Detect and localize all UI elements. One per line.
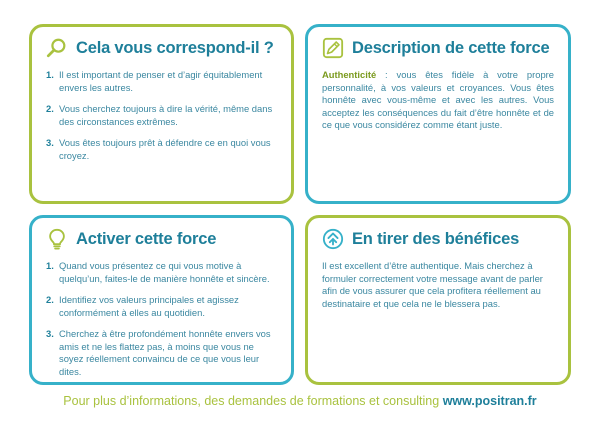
card-title: En tirer des bénéfices xyxy=(352,229,520,248)
list-item: 1. Il est important de penser et d’agir équitablement envers les autres. xyxy=(46,69,263,93)
card-title: Description de cette force xyxy=(352,38,550,57)
card-header xyxy=(322,37,554,59)
arrow-up-circle-icon xyxy=(322,228,344,250)
benefices-text: Il est excellent d’être authentique. Mais cherchez à formuler correctement votre message avant de parler afin de vous assurer que cela profitera réellement au destinataire et que cela ne le blessera pas. xyxy=(322,260,543,309)
list-item: 2. Identifiez vos valeurs principales et agissez conformément à elles au quotidien. xyxy=(46,294,239,318)
list-item: 3. Cherchez à être profondément honnête envers vos amis et ne les flattez pas, à moins que vous ne soyez réellement convaincu de ce que vous leur dites. xyxy=(46,328,271,377)
description-text: Authenticité : vous êtes fidèle à votre propre personnalité, à vos valeurs et croyances. Vous êtes honnête avec vous-même et avec les autres. Vous acceptez les conséquences du fait d’être honnête et de ce que vous considérez comme étant juste. xyxy=(322,69,554,130)
list-item: 1. Quand vous présentez ce qui vous motive à quelqu’un, faites-le de manière honnête et sincère. xyxy=(46,260,270,284)
card-activer xyxy=(29,215,294,385)
pencil-icon xyxy=(322,37,344,59)
card-benefices xyxy=(305,215,571,385)
card-header xyxy=(46,228,277,250)
strength-name: Authenticité xyxy=(322,69,377,80)
footer-text: Pour plus d’informations, des demandes de formations et consulting xyxy=(63,394,443,408)
card-header xyxy=(46,37,277,59)
lightbulb-icon xyxy=(46,228,68,250)
footer xyxy=(0,394,600,408)
card-title: Cela vous correspond-il ? xyxy=(76,38,274,57)
card-title: Activer cette force xyxy=(76,229,217,248)
card-description xyxy=(305,24,571,204)
item-list xyxy=(46,260,277,378)
list-item: 2. Vous cherchez toujours à dire la vérité, même dans des circonstances extrêmes. xyxy=(46,103,273,127)
website-link[interactable]: www.positran.fr xyxy=(442,394,537,408)
magnifier-icon xyxy=(46,37,68,59)
card-correspond xyxy=(29,24,294,204)
item-list xyxy=(46,69,277,162)
card-header xyxy=(322,228,554,250)
list-item: 3. Vous êtes toujours prêt à défendre ce en quoi vous croyez. xyxy=(46,137,271,161)
